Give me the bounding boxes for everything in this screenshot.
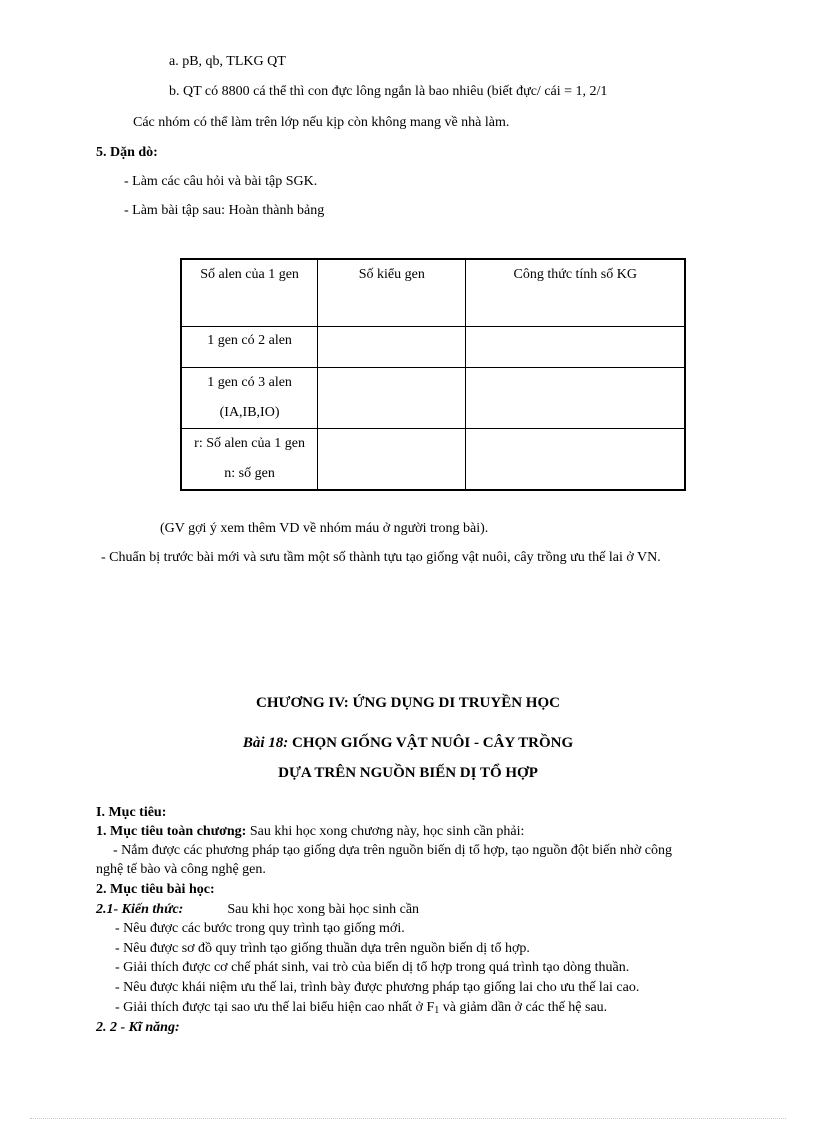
table-cell xyxy=(318,428,466,490)
table-header-cell: Số kiểu gen xyxy=(318,259,466,326)
table-header-cell: Công thức tính số KG xyxy=(466,259,685,326)
knowledge-item: - Giải thích được cơ chế phát sinh, vai trò của biến dị tổ hợp trong quá trình tạo dòng thuần. xyxy=(115,960,630,975)
table-cell xyxy=(181,326,318,367)
knowledge-last-sub: 1 xyxy=(434,1005,440,1016)
chapter-goal-line-1: - Nắm được các phương pháp tạo giống dựa trên nguồn biến dị tổ hợp, tạo nguồn đột biến nhờ công xyxy=(113,843,672,858)
chapter-goal-line-2: nghệ tế bào và công nghệ gen. xyxy=(96,862,266,877)
table-cell xyxy=(318,367,466,428)
lesson-prefix: Bài 18: xyxy=(242,735,289,751)
lesson-goal-heading: 2. Mục tiêu bài học: xyxy=(96,882,215,897)
dando-line-1: - Làm các câu hỏi và bài tập SGK. xyxy=(124,174,318,189)
knowledge-row xyxy=(96,901,419,919)
table-cell-text: 1 gen có 3 alen xyxy=(207,374,292,390)
knowledge-item: - Nêu được khái niệm ưu thế lai, trình bày được phương pháp tạo giống lai cho ưu thế lai cao. xyxy=(115,980,640,995)
table-cell-text: n: số gen xyxy=(224,465,275,481)
chapter-goal xyxy=(96,823,524,841)
knowledge-last-a: - Giải thích được tại sao ưu thế lai biểu hiện cao nhất ở F xyxy=(115,1000,435,1015)
table-cell xyxy=(466,326,685,367)
table-cell xyxy=(466,428,685,490)
chapter-goal-label: 1. Mục tiêu toàn chương: xyxy=(96,824,247,839)
table-header-cell: Số alen của 1 gen xyxy=(181,259,318,326)
objectives-heading: I. Mục tiêu: xyxy=(96,805,167,820)
lesson-title xyxy=(0,734,816,752)
table-cell xyxy=(318,326,466,367)
page-footer-divider xyxy=(30,1118,786,1119)
genotype-table xyxy=(180,258,686,491)
skills-label: 2. 2 - Kĩ năng: xyxy=(96,1020,180,1035)
knowledge-item xyxy=(115,999,607,1020)
exercise-item-a: a. pB, qb, TLKG QT xyxy=(169,54,286,69)
knowledge-label: 2.1- Kiến thức: xyxy=(96,902,184,917)
chapter-goal-text: Sau khi học xong chương này, học sinh cần phải: xyxy=(246,824,525,839)
table-row xyxy=(181,367,685,428)
prepare-note: - Chuẩn bị trước bài mới và sưu tầm một số thành tựu tạo giống vật nuôi, cây trồng ưu thế lai ở VN. xyxy=(101,550,661,565)
lesson-title-text: CHỌN GIỐNG VẬT NUÔI - CÂY TRỒNG xyxy=(288,735,574,751)
knowledge-intro: Sau khi học xong bài học sinh cần xyxy=(227,902,420,917)
knowledge-item: - Nêu được sơ đồ quy trình tạo giống thuần dựa trên nguồn biến dị tổ hợp. xyxy=(115,941,530,956)
chapter-title: CHƯƠNG IV: ỨNG DỤNG DI TRUYỀN HỌC xyxy=(256,695,560,711)
table-cell xyxy=(466,367,685,428)
knowledge-item: - Nêu được các bước trong quy trình tạo giống mới. xyxy=(115,921,405,936)
exercise-item-b: b. QT có 8800 cá thể thì con đực lông ngắn là bao nhiêu (biết đực/ cái = 1, 2/1 xyxy=(169,84,608,99)
lesson-subtitle: DỰA TRÊN NGUỒN BIẾN DỊ TỔ HỢP xyxy=(278,765,538,781)
gv-hint: (GV gợi ý xem thêm VD về nhóm máu ở người trong bài). xyxy=(160,521,489,536)
dando-heading: 5. Dặn dò: xyxy=(96,145,158,160)
dando-line-2: - Làm bài tập sau: Hoàn thành bảng xyxy=(124,203,325,218)
table-cell-text: 1 gen có 2 alen xyxy=(207,332,292,348)
table-cell-text: r: Số alen của 1 gen xyxy=(194,435,305,451)
group-work-note: Các nhóm có thể làm trên lớp nếu kịp còn không mang về nhà làm. xyxy=(133,115,510,130)
table-cell-text: (IA,IB,IO) xyxy=(219,404,280,420)
knowledge-last-b: và giảm dần ở các thế hệ sau. xyxy=(439,1000,608,1015)
table-cell xyxy=(181,428,318,490)
table-row xyxy=(181,428,685,490)
table-cell xyxy=(181,367,318,428)
table-header-row xyxy=(181,259,685,326)
table-row xyxy=(181,326,685,367)
